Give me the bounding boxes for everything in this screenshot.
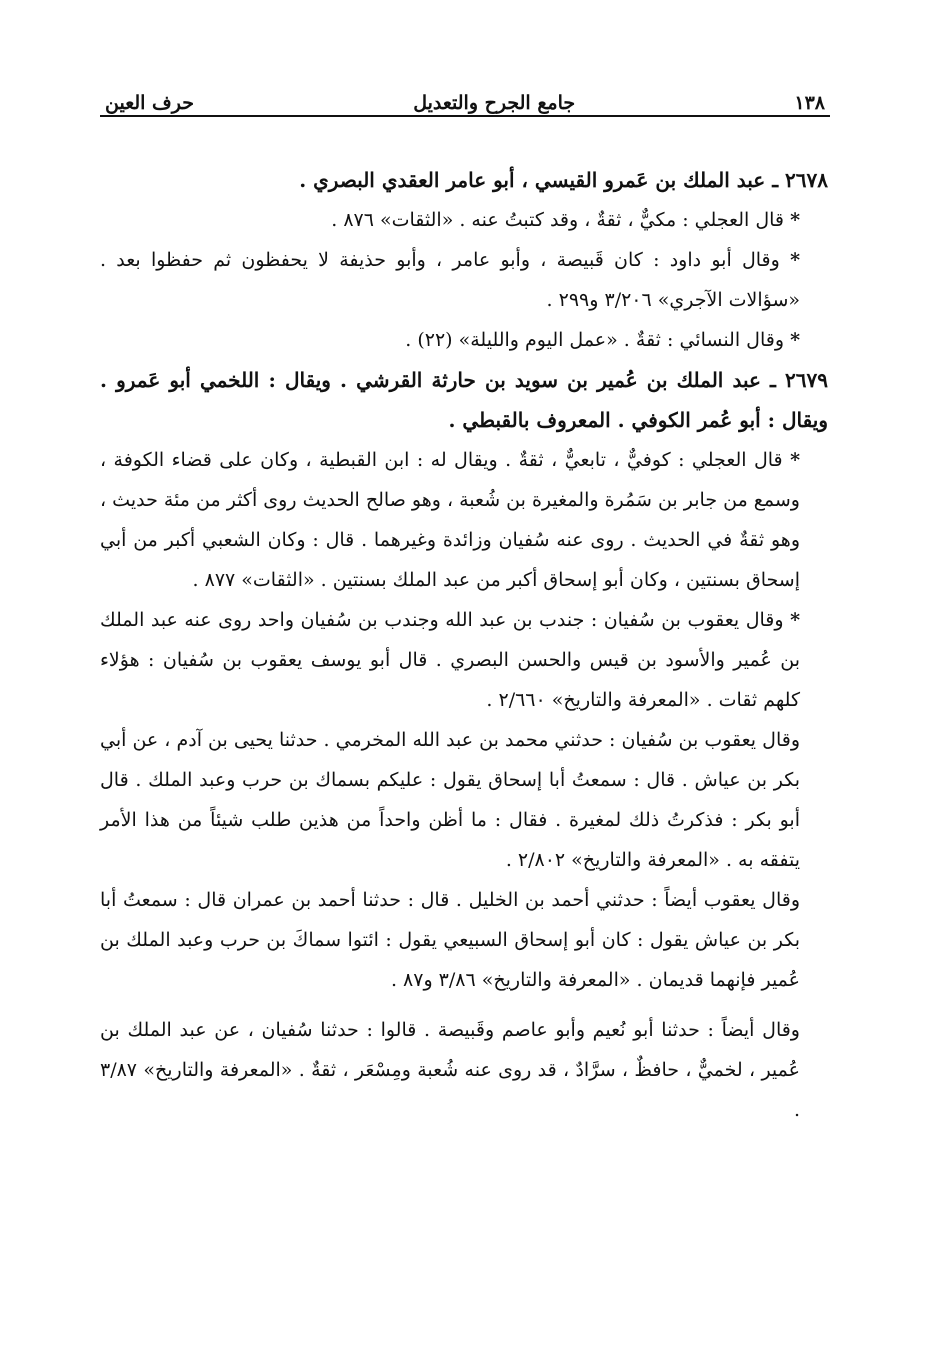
book-title: جامع الجرح والتعديل — [413, 92, 576, 114]
entry-number: ٢٦٧٨ — [785, 168, 828, 192]
paragraph — [100, 440, 828, 600]
paragraph — [100, 600, 828, 720]
asterisk-icon: * — [790, 449, 800, 471]
paragraph-text: قال العجلي : مكيٌّ ، ثقةٌ ، وقد كتبتُ عنه . «الثقات» ٨٧٦ . — [331, 209, 785, 231]
asterisk-icon: * — [790, 249, 800, 271]
asterisk-icon: * — [790, 209, 800, 231]
paragraph — [100, 1010, 828, 1130]
asterisk-icon: * — [790, 329, 800, 351]
paragraph — [100, 240, 828, 320]
paragraph-text: وقال أيضاً : حدثنا أبو نُعيم وأبو عاصم وقَبيصة . قالوا : حدثنا سُفيان ، عن عبد الملك بن عُمير ، لخميٌّ ، حافظٌ ، سرَّادٌ ، قد روى عنه شُعبة ومِسْعَر ، ثقةٌ . «المعرفة والتاريخ» ٣/٨٧ . — [100, 1019, 800, 1121]
page-body — [100, 160, 828, 1130]
paragraph-text: قال العجلي : كوفيٌّ ، تابعيٌّ ، ثقةٌ . ويقال له : ابن القبطية ، وكان على قضاء الكوفة ، وسمع من جابر بن سَمُرة والمغيرة بن شُعبة ، وهو صالح الحديث روى أكثر من مئة حديث ، وهو ثقةٌ في الحديث . روى عنه سُفيان وزائدة وغيرهما . قال : وكان الشعبي أكبر من أبي إسحاق بسنتين ، وكان أبو إسحاق أكبر من عبد الملك بسنتين . «الثقات» ٨٧٧ . — [100, 449, 800, 591]
paragraph-text: وقال يعقوب بن سُفيان : حدثني محمد بن عبد الله المخرمي . حدثنا يحيى بن آدم ، عن أبي بكر بن عياش . قال : سمعتُ أبا إسحاق يقول : عليكم بسماك بن حرب وعبد الملك . قال أبو بكر : فذكرتُ ذلك لمغيرة . فقال : ما أظن واحداً من هذين طلب شيئاً من هذا الأمر يتفقه به . «المعرفة والتاريخ» ٢/٨٠٢ . — [100, 729, 800, 871]
chapter-title: حرف العين — [105, 92, 194, 114]
entry-number: ٢٦٧٩ — [785, 368, 829, 392]
header-rule — [100, 115, 830, 117]
paragraph-text: وقال النسائي : ثقةٌ . «عمل اليوم والليلة» (٢٢) . — [405, 329, 785, 351]
spacer — [100, 1000, 828, 1010]
paragraph — [100, 720, 828, 880]
paragraph — [100, 880, 828, 1000]
paragraph-text: وقال أبو داود : كان قَبيصة ، وأبو عامر ، وأبو حذيفة لا يحفظون ثم حفظوا بعد . «سؤالات الآجري» ٣/٢٠٦ و٢٩٩ . — [100, 249, 800, 311]
paragraph — [100, 200, 828, 240]
entry-heading-2679 — [100, 360, 828, 440]
entry-heading-2678 — [100, 160, 828, 200]
paragraph — [100, 320, 828, 360]
page-header — [105, 74, 825, 114]
entry-heading-text: ـ عبد الملك بن عُمير بن سويد بن حارثة القرشي . ويقال : اللخمي أبو عَمرو . ويقال : أبو عُمر الكوفي . المعروف بالقبطي . — [100, 368, 828, 432]
entry-heading-text: ـ عبد الملك بن عَمرو القيسي ، أبو عامر العقدي البصري . — [299, 168, 779, 192]
asterisk-icon: * — [790, 609, 800, 631]
paragraph-text: وقال يعقوب أيضاً : حدثني أحمد بن الخليل . قال : حدثنا أحمد بن عمران قال : سمعتُ أبا بكر بن عياش يقول : كان أبو إسحاق السبيعي يقول : ائتوا سماكَ بن حرب وعبد الملك بن عُمير فإنهما قديمان . «المعرفة والتاريخ» ٣/٨٦ و٨٧ . — [100, 889, 800, 991]
page-number: ١٣٨ — [794, 92, 825, 114]
paragraph-text: وقال يعقوب بن سُفيان : جندب بن عبد الله وجندب بن سُفيان واحد روى عنه عبد الملك بن عُمير والأسود بن قيس والحسن البصري . قال أبو يوسف يعقوب بن سُفيان : هؤلاء كلهم ثقات . «المعرفة والتاريخ» ٢/٦٦٠ . — [100, 609, 800, 711]
